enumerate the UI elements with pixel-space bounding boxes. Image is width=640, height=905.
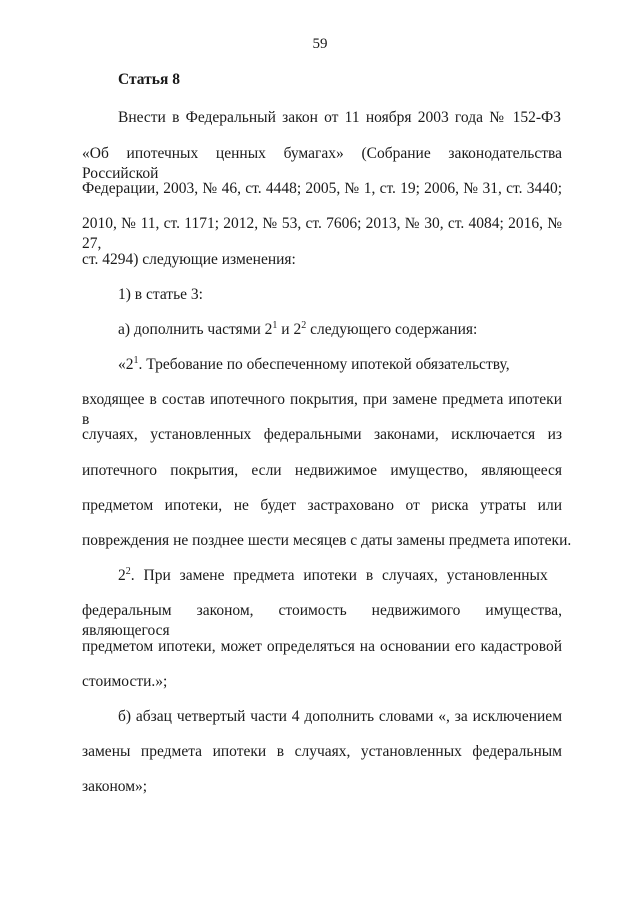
paragraph-line: повреждения не позднее шести месяцев с даты замены предмета ипотеки. — [82, 532, 572, 549]
paragraph-line: предметом ипотеки, может определяться на основании его кадастровой — [82, 638, 562, 655]
paragraph-line: стоимости.»; — [82, 673, 168, 690]
article-heading: Статья 8 — [118, 71, 180, 88]
paragraph-line: ст. 4294) следующие изменения: — [82, 251, 296, 268]
paragraph-line: «Об ипотечных ценных бумагах» (Собрание законодательства Российской — [82, 145, 562, 182]
paragraph-line: предметом ипотеки, не будет застраховано от риска утраты или — [82, 497, 562, 514]
page-number: 59 — [312, 36, 328, 52]
paragraph-line: случаях, установленных федеральными законами, исключается из — [82, 426, 562, 443]
paragraph-line: Федерации, 2003, № 46, ст. 4448; 2005, № 1, ст. 19; 2006, № 31, ст. 3440; — [82, 180, 562, 197]
paragraph-line: входящее в состав ипотечного покрытия, при замене предмета ипотеки в — [82, 391, 562, 428]
paragraph-line: федеральным законом, стоимость недвижимого имущества, являющегося — [82, 602, 562, 639]
list-item-label: 1) в статье 3: — [118, 286, 203, 303]
paragraph-line: б) абзац четвертый части 4 дополнить словами «, за исключением — [118, 708, 562, 725]
paragraph-line: замены предмета ипотеки в случаях, установленных федеральным — [82, 743, 562, 760]
paragraph-line: 2010, № 11, ст. 1171; 2012, № 53, ст. 7606; 2013, № 30, ст. 4084; 2016, № 27, — [82, 215, 562, 252]
paragraph-line: Внести в Федеральный закон от 11 ноября 2003 года № 152-ФЗ — [118, 109, 561, 126]
paragraph-line: ипотечного покрытия, если недвижимое имущество, являющееся — [82, 462, 562, 479]
paragraph-line: $2^2$. При замене предмета ипотеки в случаях, установленных — [118, 566, 548, 584]
paragraph-line: законом»; — [82, 778, 148, 795]
paragraph-line: «$2^1$. Требование по обеспеченному ипотекой обязательству, — [118, 355, 510, 373]
sub-item-label: а) дополнить частями $2^1$ и $2^2$ следующего содержания: — [118, 320, 478, 338]
